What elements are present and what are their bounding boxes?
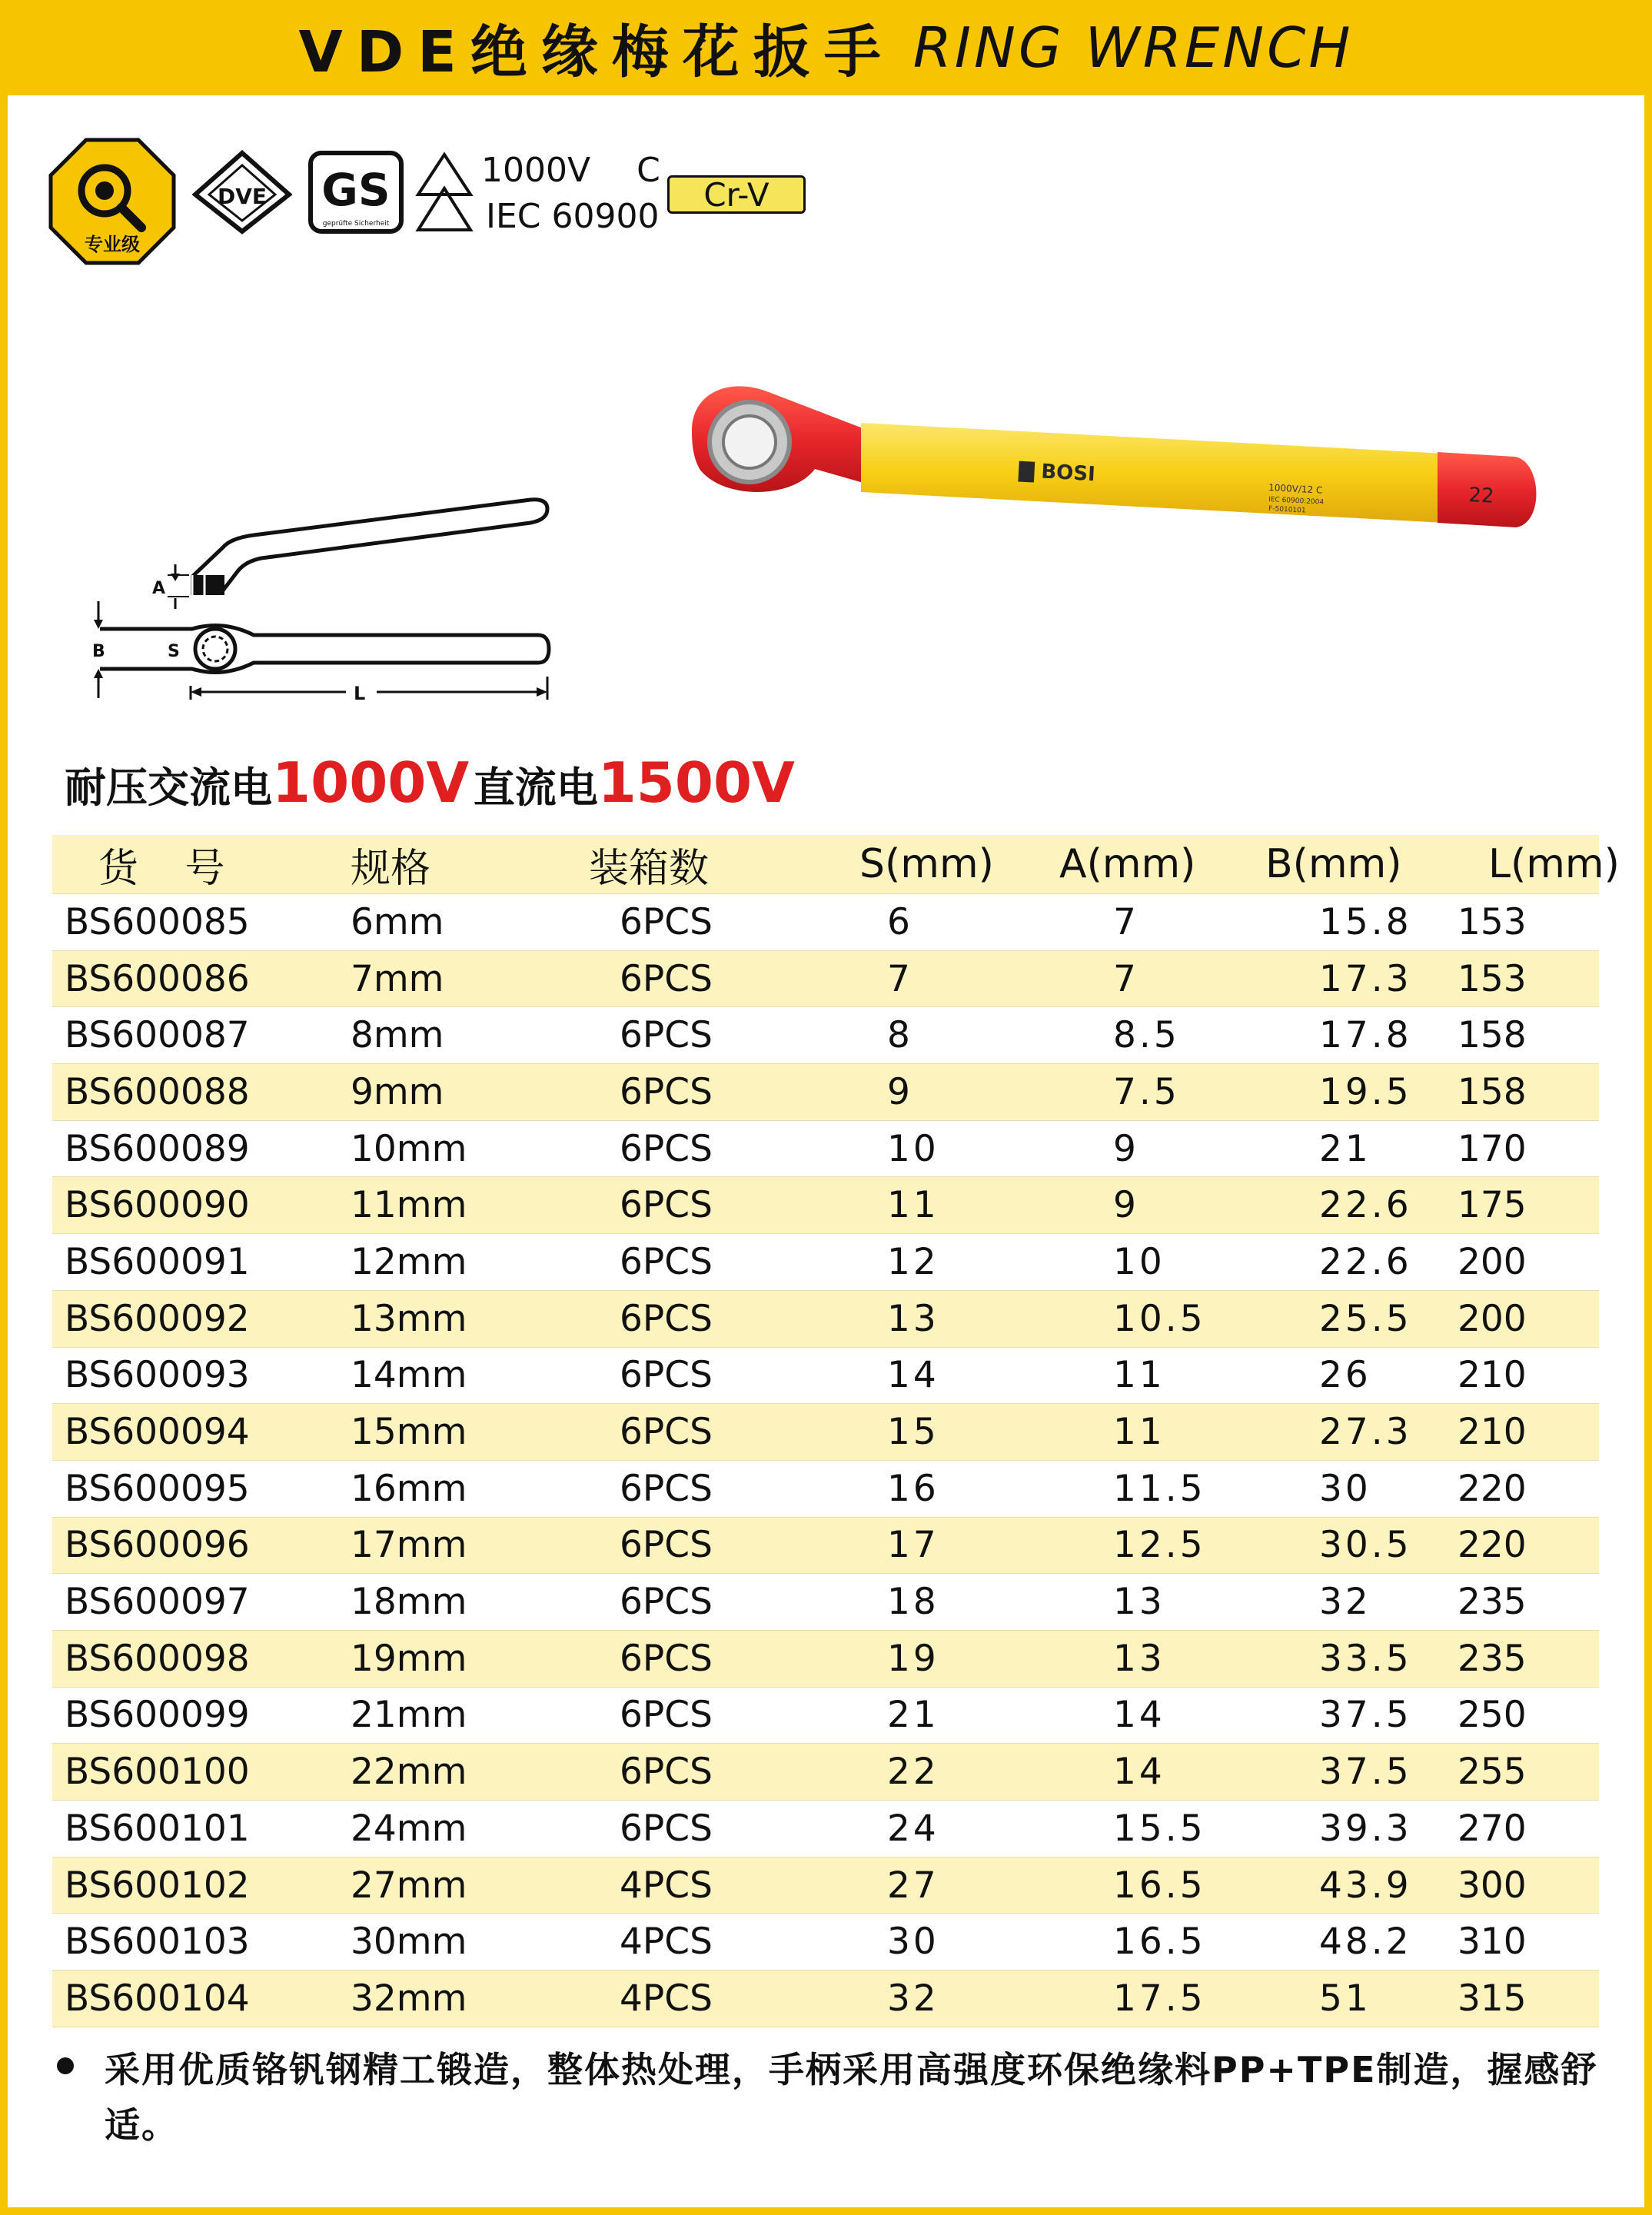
cell-size: 10mm xyxy=(351,1127,467,1170)
product-note-text: 采用优质铬钒钢精工锻造，整体热处理，手柄采用高强度环保绝缘料PP+TPE制造，握感舒适。 xyxy=(105,2049,1598,2146)
cell-pack-qty: 4PCS xyxy=(620,1921,713,1964)
cell-b: 19.5 xyxy=(1319,1070,1412,1113)
cell-size: 18mm xyxy=(351,1581,467,1624)
cell-l: 250 xyxy=(1458,1694,1527,1737)
cell-b: 26 xyxy=(1319,1354,1371,1397)
pro-badge-label: 专业级 xyxy=(85,234,140,255)
cell-l: 200 xyxy=(1458,1240,1527,1283)
table-row xyxy=(52,1744,1599,1801)
cell-l: 235 xyxy=(1458,1581,1527,1624)
cell-item-no: BS600097 xyxy=(65,1581,250,1624)
gs-badge-small-text: geprüfte Sicherheit xyxy=(322,220,390,228)
header-size: 规格 xyxy=(351,845,431,892)
cell-l: 158 xyxy=(1458,1070,1527,1113)
vde-mark-icon xyxy=(192,150,292,234)
cell-item-no: BS600089 xyxy=(65,1127,250,1170)
diagram-label-b: B xyxy=(92,642,105,661)
table-row xyxy=(52,1348,1599,1405)
cell-pack-qty: 6PCS xyxy=(620,1524,713,1567)
cell-pack-qty: 6PCS xyxy=(620,1354,713,1397)
table-row xyxy=(52,1574,1599,1631)
cell-b: 21 xyxy=(1319,1127,1371,1170)
svg-text:▇ BOSI: ▇ BOSI xyxy=(1018,459,1096,487)
cell-item-no: BS600096 xyxy=(65,1524,250,1567)
cell-l: 315 xyxy=(1458,1977,1527,2020)
table-body xyxy=(52,894,1599,2027)
cell-item-no: BS600095 xyxy=(65,1467,250,1510)
table-row xyxy=(52,1121,1599,1178)
cell-s: 6 xyxy=(887,900,913,943)
cell-l: 255 xyxy=(1458,1751,1527,1794)
cell-b: 30.5 xyxy=(1319,1524,1412,1567)
cell-a: 9 xyxy=(1113,1127,1139,1170)
material-badge: Cr-V xyxy=(667,175,806,214)
cell-pack-qty: 4PCS xyxy=(620,1977,713,2020)
cell-a: 10 xyxy=(1113,1240,1165,1283)
cell-size: 16mm xyxy=(351,1467,467,1510)
cell-b: 32 xyxy=(1319,1581,1371,1624)
cell-s: 32 xyxy=(887,1977,939,2020)
header-a: A(mm) xyxy=(1059,841,1196,887)
header-s: S(mm) xyxy=(859,841,994,887)
cell-a: 11 xyxy=(1113,1354,1165,1397)
cell-b: 27.3 xyxy=(1319,1411,1412,1454)
cell-item-no: BS600101 xyxy=(65,1807,250,1850)
cell-item-no: BS600098 xyxy=(65,1637,250,1680)
cell-l: 300 xyxy=(1458,1864,1527,1907)
cell-size: 11mm xyxy=(351,1184,467,1227)
cell-l: 270 xyxy=(1458,1807,1527,1850)
cell-size: 9mm xyxy=(351,1070,444,1113)
cell-b: 15.8 xyxy=(1319,900,1412,943)
cell-a: 12.5 xyxy=(1113,1524,1206,1567)
cell-size: 13mm xyxy=(351,1297,467,1340)
vde-badge-text: DVE xyxy=(217,184,268,209)
cell-pack-qty: 6PCS xyxy=(620,1127,713,1170)
professional-grade-badge-icon xyxy=(48,137,177,266)
cell-b: 51 xyxy=(1319,1977,1371,2020)
insulation-triangle-icon xyxy=(415,150,474,234)
table-row xyxy=(52,1688,1599,1744)
header-l: L(mm) xyxy=(1488,841,1620,887)
cell-s: 14 xyxy=(887,1354,939,1397)
cell-s: 18 xyxy=(887,1581,939,1624)
cell-s: 17 xyxy=(887,1524,939,1567)
cell-s: 24 xyxy=(887,1807,939,1850)
cell-s: 30 xyxy=(887,1921,939,1964)
cell-l: 210 xyxy=(1458,1411,1527,1454)
ac-voltage-label: 耐压交流电 xyxy=(65,763,272,812)
svg-text:GS: GS xyxy=(321,164,391,216)
cell-pack-qty: 6PCS xyxy=(620,1637,713,1680)
cell-pack-qty: 6PCS xyxy=(620,1581,713,1624)
cell-a: 15.5 xyxy=(1113,1807,1206,1850)
cell-a: 11.5 xyxy=(1113,1467,1206,1510)
cell-l: 220 xyxy=(1458,1524,1527,1567)
cell-s: 21 xyxy=(887,1694,939,1737)
cell-b: 25.5 xyxy=(1319,1297,1412,1340)
cell-size: 32mm xyxy=(351,1977,467,2020)
cell-s: 16 xyxy=(887,1467,939,1510)
cell-a: 8.5 xyxy=(1113,1014,1180,1057)
cell-item-no: BS600092 xyxy=(65,1297,250,1340)
cert-voltage: 1000V xyxy=(481,151,591,190)
cell-a: 7 xyxy=(1113,900,1139,943)
photo-brand: BOSI xyxy=(1040,460,1096,487)
cell-size: 8mm xyxy=(351,1014,444,1057)
photo-size-marking: 22 xyxy=(1468,484,1495,508)
cell-pack-qty: 6PCS xyxy=(620,1694,713,1737)
header-item-no: 货 号 xyxy=(98,845,242,892)
cell-item-no: BS600090 xyxy=(65,1184,250,1227)
table-row xyxy=(52,1404,1599,1461)
cell-b: 33.5 xyxy=(1319,1637,1412,1680)
table-row xyxy=(52,1971,1599,2027)
cell-l: 175 xyxy=(1458,1184,1527,1227)
cell-pack-qty: 4PCS xyxy=(620,1864,713,1907)
table-row xyxy=(52,1064,1599,1121)
cell-s: 7 xyxy=(887,957,913,1000)
cell-l: 235 xyxy=(1458,1637,1527,1680)
cell-item-no: BS600103 xyxy=(65,1921,250,1964)
diagram-label-s: S xyxy=(168,642,180,661)
title-banner xyxy=(0,0,1652,95)
gs-mark-icon xyxy=(307,150,404,234)
cell-item-no: BS600088 xyxy=(65,1070,250,1113)
cell-item-no: BS600102 xyxy=(65,1864,250,1907)
dc-voltage-label: 直流电 xyxy=(473,763,598,812)
cell-s: 12 xyxy=(887,1240,939,1283)
cell-pack-qty: 6PCS xyxy=(620,1297,713,1340)
cell-b: 37.5 xyxy=(1319,1694,1412,1737)
table-row xyxy=(52,1234,1599,1291)
cell-a: 16.5 xyxy=(1113,1864,1206,1907)
cell-pack-qty: 6PCS xyxy=(620,1467,713,1510)
cell-item-no: BS600085 xyxy=(65,900,250,943)
cert-standard: IEC 60900 xyxy=(486,197,660,236)
cell-s: 22 xyxy=(887,1751,939,1794)
cell-size: 12mm xyxy=(351,1240,467,1283)
cell-b: 22.6 xyxy=(1319,1240,1412,1283)
spec-table xyxy=(52,835,1620,2027)
photo-handle-text-3: F-5010101 xyxy=(1268,505,1306,515)
cell-l: 220 xyxy=(1458,1467,1527,1510)
cell-s: 27 xyxy=(887,1864,939,1907)
cell-size: 24mm xyxy=(351,1807,467,1850)
cell-pack-qty: 6PCS xyxy=(620,1070,713,1113)
photo-handle-text-2: IEC 60900:2004 xyxy=(1268,496,1325,507)
cell-l: 200 xyxy=(1458,1297,1527,1340)
cell-size: 22mm xyxy=(351,1751,467,1794)
cell-s: 8 xyxy=(887,1014,913,1057)
title-english: RING WRENCH xyxy=(912,15,1354,80)
dc-voltage-value: 1500V xyxy=(597,750,795,815)
cell-item-no: BS600091 xyxy=(65,1240,250,1283)
header-b: B(mm) xyxy=(1265,841,1402,887)
cert-voltage-line xyxy=(481,151,660,190)
dimension-diagram xyxy=(77,484,569,707)
title-chinese: VDE绝缘梅花扳手 xyxy=(298,19,895,85)
cell-a: 13 xyxy=(1113,1637,1165,1680)
cell-pack-qty: 6PCS xyxy=(620,1411,713,1454)
cell-a: 13 xyxy=(1113,1581,1165,1624)
cell-pack-qty: 6PCS xyxy=(620,1751,713,1794)
cell-pack-qty: 6PCS xyxy=(620,1184,713,1227)
table-row xyxy=(52,1801,1599,1857)
table-row xyxy=(52,1631,1599,1688)
voltage-rating xyxy=(65,750,795,815)
wrench-product-photo xyxy=(676,369,1553,577)
cell-pack-qty: 6PCS xyxy=(620,1807,713,1850)
cell-a: 7 xyxy=(1113,957,1139,1000)
cell-a: 14 xyxy=(1113,1751,1165,1794)
cell-b: 37.5 xyxy=(1319,1751,1412,1794)
table-row xyxy=(52,1461,1599,1518)
cell-size: 14mm xyxy=(351,1354,467,1397)
table-row xyxy=(52,1914,1599,1971)
diagram-label-a: A xyxy=(152,579,166,598)
cell-a: 10.5 xyxy=(1113,1297,1206,1340)
cell-size: 27mm xyxy=(351,1864,467,1907)
table-header-row xyxy=(52,835,1620,894)
cell-s: 15 xyxy=(887,1411,939,1454)
cell-l: 153 xyxy=(1458,900,1527,943)
cell-b: 17.8 xyxy=(1319,1014,1412,1057)
cell-size: 17mm xyxy=(351,1524,467,1567)
cell-size: 19mm xyxy=(351,1637,467,1680)
table-row xyxy=(52,894,1599,951)
cell-s: 19 xyxy=(887,1637,939,1680)
header-pack-qty: 装箱数 xyxy=(589,845,710,892)
cell-item-no: BS600086 xyxy=(65,957,250,1000)
cell-item-no: BS600104 xyxy=(65,1977,250,2020)
cell-s: 9 xyxy=(887,1070,913,1113)
cell-pack-qty: 6PCS xyxy=(620,900,713,943)
cell-a: 16.5 xyxy=(1113,1921,1206,1964)
product-note xyxy=(54,2042,1607,2153)
cert-class: C xyxy=(637,151,660,190)
cell-s: 10 xyxy=(887,1127,939,1170)
ac-voltage-value: 1000V xyxy=(272,750,470,815)
cell-pack-qty: 6PCS xyxy=(620,1240,713,1283)
cell-l: 153 xyxy=(1458,957,1527,1000)
diagram-label-l: L xyxy=(354,683,366,704)
cell-b: 22.6 xyxy=(1319,1184,1412,1227)
cell-l: 310 xyxy=(1458,1921,1527,1964)
cell-s: 13 xyxy=(887,1297,939,1340)
cell-a: 11 xyxy=(1113,1411,1165,1454)
cell-b: 17.3 xyxy=(1319,957,1412,1000)
cell-b: 39.3 xyxy=(1319,1807,1412,1850)
cell-item-no: BS600100 xyxy=(65,1751,250,1794)
cell-size: 7mm xyxy=(351,957,444,1000)
cell-a: 9 xyxy=(1113,1184,1139,1227)
cell-size: 21mm xyxy=(351,1694,467,1737)
table-row xyxy=(52,951,1599,1008)
photo-handle-text-1: 1000V/12 C xyxy=(1268,482,1323,496)
cell-item-no: BS600093 xyxy=(65,1354,250,1397)
cell-l: 170 xyxy=(1458,1127,1527,1170)
cell-size: 30mm xyxy=(351,1921,467,1964)
table-row xyxy=(52,1177,1599,1234)
cell-size: 6mm xyxy=(351,900,444,943)
table-row xyxy=(52,1518,1599,1575)
cell-a: 14 xyxy=(1113,1694,1165,1737)
cell-b: 43.9 xyxy=(1319,1864,1412,1907)
cell-item-no: BS600099 xyxy=(65,1694,250,1737)
cell-a: 7.5 xyxy=(1113,1070,1180,1113)
cell-l: 210 xyxy=(1458,1354,1527,1397)
cell-a: 17.5 xyxy=(1113,1977,1206,2020)
cell-size: 15mm xyxy=(351,1411,467,1454)
cell-item-no: BS600087 xyxy=(65,1014,250,1057)
table-row xyxy=(52,1291,1599,1348)
cell-b: 48.2 xyxy=(1319,1921,1412,1964)
cell-pack-qty: 6PCS xyxy=(620,957,713,1000)
cell-item-no: BS600094 xyxy=(65,1411,250,1454)
cell-b: 30 xyxy=(1319,1467,1371,1510)
cell-s: 11 xyxy=(887,1184,939,1227)
table-row xyxy=(52,1007,1599,1064)
cell-pack-qty: 6PCS xyxy=(620,1014,713,1057)
cell-l: 158 xyxy=(1458,1014,1527,1057)
table-row xyxy=(52,1857,1599,1914)
